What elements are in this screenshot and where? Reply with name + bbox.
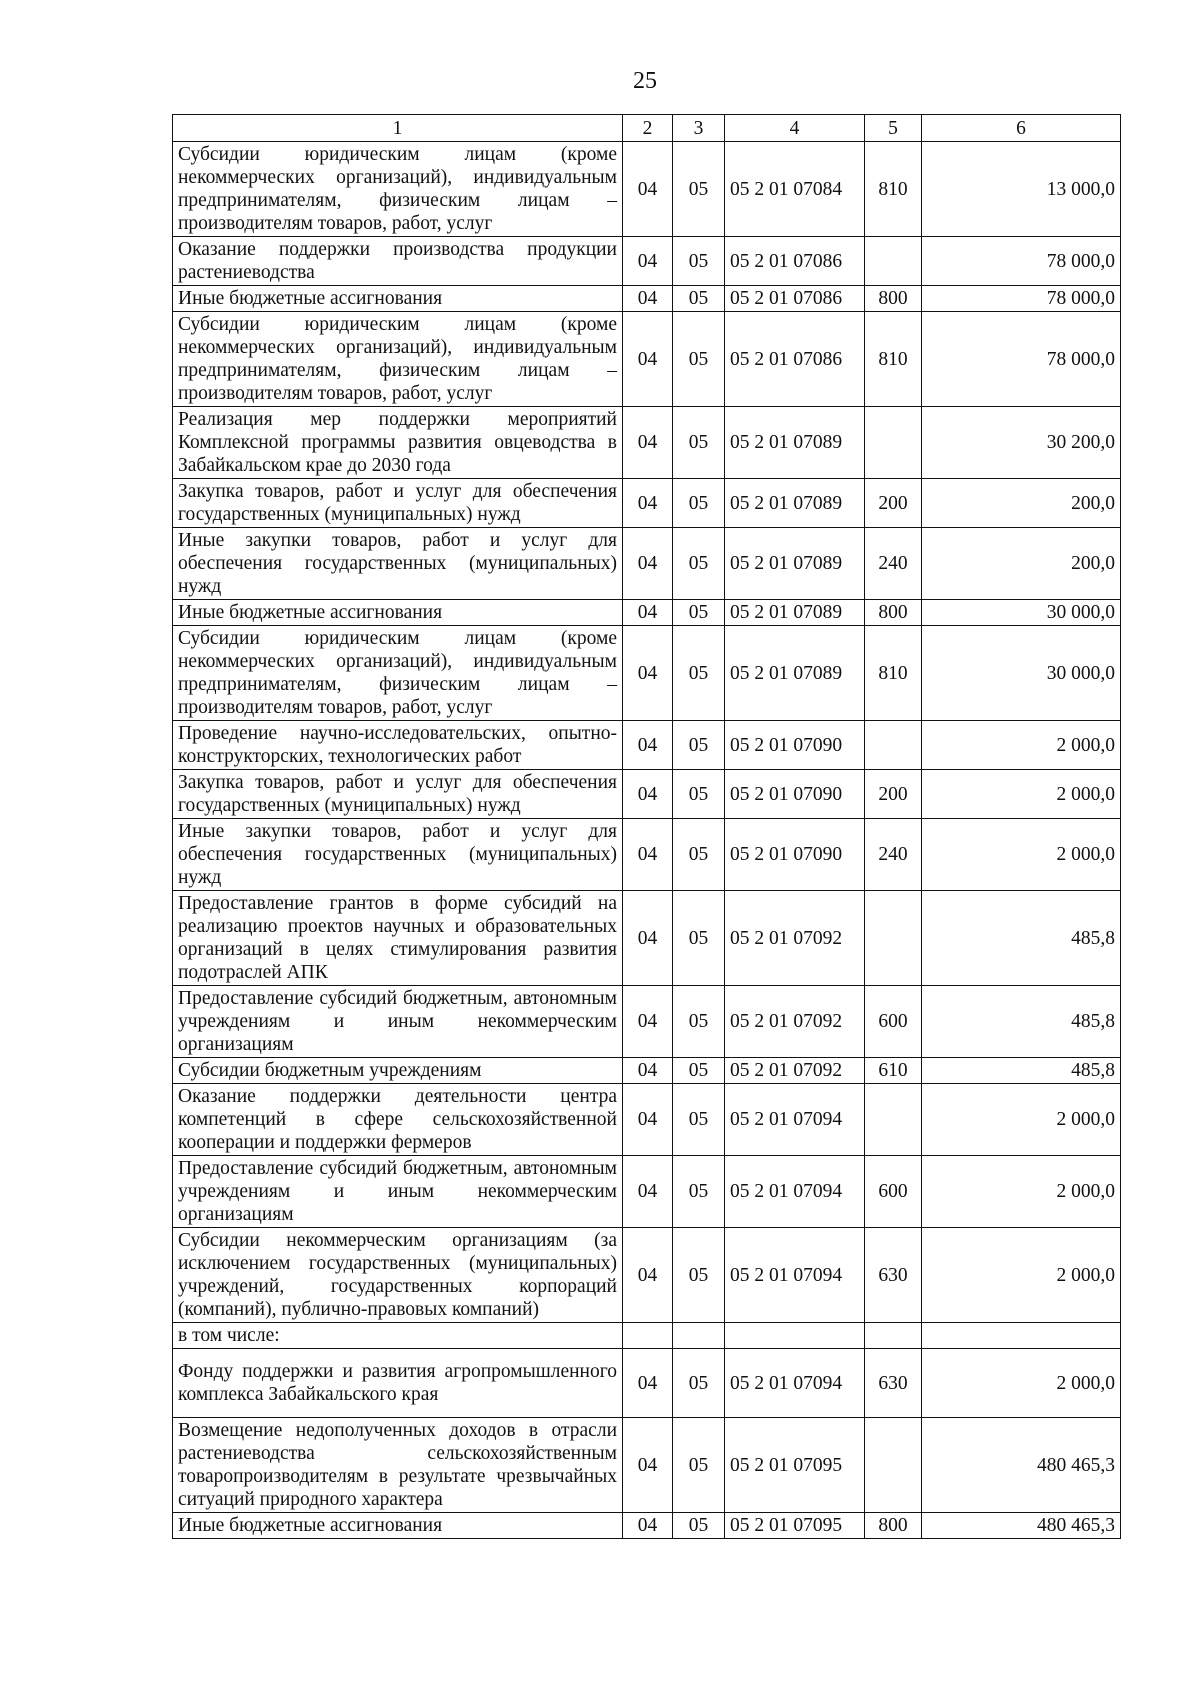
row-section-code: 04 (623, 986, 673, 1058)
table-row (173, 1228, 1121, 1323)
row-target-article: 05 2 01 07090 (725, 819, 865, 891)
row-expense-type (865, 237, 922, 286)
row-subsection-code: 05 (673, 986, 725, 1058)
header-col-1: 1 (173, 115, 623, 142)
row-target-article: 05 2 01 07086 (725, 286, 865, 312)
row-description: Субсидии юридическим лицам (кроме некоммерческих организаций), индивидуальным предпринимателям, физическим лицам – производителям товаров, работ, услуг (173, 142, 623, 237)
row-target-article: 05 2 01 07090 (725, 721, 865, 770)
row-expense-type: 800 (865, 1513, 922, 1539)
row-description: Предоставление грантов в форме субсидий на реализацию проектов научных и образовательных организаций в целях стимулирования развития подотраслей АПК (173, 891, 623, 986)
row-target-article: 05 2 01 07089 (725, 407, 865, 479)
header-col-4: 4 (725, 115, 865, 142)
table-row (173, 1418, 1121, 1513)
row-amount: 13 000,0 (922, 142, 1121, 237)
row-target-article: 05 2 01 07094 (725, 1084, 865, 1156)
table-row (173, 479, 1121, 528)
row-description: Иные бюджетные ассигнования (173, 1513, 623, 1539)
header-col-5: 5 (865, 115, 922, 142)
row-description: Фонду поддержки и развития агропромышленного комплекса Забайкальского края (173, 1349, 623, 1418)
row-section-code: 04 (623, 237, 673, 286)
row-amount: 78 000,0 (922, 237, 1121, 286)
table-row (173, 986, 1121, 1058)
row-section-code: 04 (623, 1084, 673, 1156)
row-expense-type: 240 (865, 819, 922, 891)
row-description: Реализация мер поддержки мероприятий Комплексной программы развития овцеводства в Забайкальском крае до 2030 года (173, 407, 623, 479)
row-subsection-code: 05 (673, 1228, 725, 1323)
row-description: Возмещение недополученных доходов в отрасли растениеводства сельскохозяйственным товаропроизводителям в результате чрезвычайных ситуаций природного характера (173, 1418, 623, 1513)
row-subsection-code: 05 (673, 1058, 725, 1084)
row-amount: 2 000,0 (922, 1349, 1121, 1418)
row-expense-type: 630 (865, 1228, 922, 1323)
row-section-code: 04 (623, 312, 673, 407)
row-target-article: 05 2 01 07092 (725, 986, 865, 1058)
row-section-code: 04 (623, 1058, 673, 1084)
row-expense-type (865, 1323, 922, 1349)
row-target-article: 05 2 01 07094 (725, 1228, 865, 1323)
row-section-code: 04 (623, 626, 673, 721)
row-description: Субсидии некоммерческим организациям (за исключением государственных (муниципальных) учреждений, государственных корпораций (компаний), публично-правовых компаний) (173, 1228, 623, 1323)
row-expense-type: 810 (865, 626, 922, 721)
table-row (173, 1058, 1121, 1084)
row-target-article: 05 2 01 07092 (725, 891, 865, 986)
row-description: Иные закупки товаров, работ и услуг для обеспечения государственных (муниципальных) нужд (173, 819, 623, 891)
row-subsection-code (673, 1323, 725, 1349)
table-row (173, 600, 1121, 626)
row-amount: 30 000,0 (922, 626, 1121, 721)
row-section-code: 04 (623, 819, 673, 891)
row-amount (922, 1323, 1121, 1349)
row-expense-type: 600 (865, 986, 922, 1058)
row-subsection-code: 05 (673, 600, 725, 626)
row-expense-type: 200 (865, 479, 922, 528)
row-subsection-code: 05 (673, 286, 725, 312)
row-expense-type: 240 (865, 528, 922, 600)
budget-table (172, 114, 1121, 1539)
row-expense-type (865, 1084, 922, 1156)
row-description: Закупка товаров, работ и услуг для обеспечения государственных (муниципальных) нужд (173, 770, 623, 819)
row-amount: 30 000,0 (922, 600, 1121, 626)
row-section-code: 04 (623, 1418, 673, 1513)
row-subsection-code: 05 (673, 528, 725, 600)
row-description: Иные бюджетные ассигнования (173, 286, 623, 312)
row-description: Предоставление субсидий бюджетным, автономным учреждениям и иным некоммерческим организациям (173, 986, 623, 1058)
row-section-code: 04 (623, 600, 673, 626)
row-expense-type (865, 721, 922, 770)
row-section-code: 04 (623, 1228, 673, 1323)
table-row (173, 1349, 1121, 1418)
row-expense-type: 800 (865, 286, 922, 312)
row-subsection-code: 05 (673, 312, 725, 407)
row-subsection-code: 05 (673, 770, 725, 819)
row-section-code: 04 (623, 479, 673, 528)
row-amount: 200,0 (922, 528, 1121, 600)
row-subsection-code: 05 (673, 1156, 725, 1228)
row-description: Субсидии бюджетным учреждениям (173, 1058, 623, 1084)
row-subsection-code: 05 (673, 479, 725, 528)
row-target-article: 05 2 01 07089 (725, 626, 865, 721)
row-amount: 200,0 (922, 479, 1121, 528)
table-row (173, 312, 1121, 407)
row-description: Иные закупки товаров, работ и услуг для обеспечения государственных (муниципальных) нужд (173, 528, 623, 600)
row-amount: 30 200,0 (922, 407, 1121, 479)
table-row (173, 1513, 1121, 1539)
row-section-code: 04 (623, 528, 673, 600)
row-amount: 2 000,0 (922, 721, 1121, 770)
row-section-code: 04 (623, 1156, 673, 1228)
row-description: Субсидии юридическим лицам (кроме некоммерческих организаций), индивидуальным предпринимателям, физическим лицам – производителям товаров, работ, услуг (173, 312, 623, 407)
row-subsection-code: 05 (673, 891, 725, 986)
table-body (173, 142, 1121, 1539)
row-target-article: 05 2 01 07089 (725, 528, 865, 600)
table-row (173, 237, 1121, 286)
row-amount: 2 000,0 (922, 819, 1121, 891)
row-expense-type: 200 (865, 770, 922, 819)
table-row (173, 770, 1121, 819)
row-section-code: 04 (623, 721, 673, 770)
row-description: Субсидии юридическим лицам (кроме некоммерческих организаций), индивидуальным предпринимателям, физическим лицам – производителям товаров, работ, услуг (173, 626, 623, 721)
row-target-article: 05 2 01 07089 (725, 479, 865, 528)
row-target-article: 05 2 01 07095 (725, 1418, 865, 1513)
table-row (173, 1084, 1121, 1156)
row-expense-type: 800 (865, 600, 922, 626)
row-amount: 2 000,0 (922, 770, 1121, 819)
row-amount: 480 465,3 (922, 1513, 1121, 1539)
header-col-2: 2 (623, 115, 673, 142)
table-row (173, 286, 1121, 312)
row-amount: 485,8 (922, 891, 1121, 986)
row-target-article: 05 2 01 07089 (725, 600, 865, 626)
row-section-code: 04 (623, 891, 673, 986)
row-subsection-code: 05 (673, 819, 725, 891)
row-subsection-code: 05 (673, 1418, 725, 1513)
row-description: Оказание поддержки производства продукции растениеводства (173, 237, 623, 286)
row-subsection-code: 05 (673, 1513, 725, 1539)
row-description: Предоставление субсидий бюджетным, автономным учреждениям и иным некоммерческим организациям (173, 1156, 623, 1228)
row-description: в том числе: (173, 1323, 623, 1349)
row-description: Закупка товаров, работ и услуг для обеспечения государственных (муниципальных) нужд (173, 479, 623, 528)
table-row (173, 891, 1121, 986)
table-row (173, 528, 1121, 600)
row-subsection-code: 05 (673, 142, 725, 237)
row-description: Оказание поддержки деятельности центра компетенций в сфере сельскохозяйственной кооперации и поддержки фермеров (173, 1084, 623, 1156)
table-row (173, 407, 1121, 479)
row-target-article (725, 1323, 865, 1349)
row-amount: 480 465,3 (922, 1418, 1121, 1513)
row-expense-type: 810 (865, 312, 922, 407)
page-number: 25 (633, 68, 657, 94)
row-target-article: 05 2 01 07095 (725, 1513, 865, 1539)
row-expense-type (865, 407, 922, 479)
table-row (173, 1323, 1121, 1349)
row-amount: 78 000,0 (922, 286, 1121, 312)
row-target-article: 05 2 01 07094 (725, 1156, 865, 1228)
header-col-3: 3 (673, 115, 725, 142)
table-header (173, 115, 1121, 142)
row-subsection-code: 05 (673, 721, 725, 770)
row-target-article: 05 2 01 07090 (725, 770, 865, 819)
header-col-6: 6 (922, 115, 1121, 142)
row-subsection-code: 05 (673, 237, 725, 286)
table-row (173, 819, 1121, 891)
row-target-article: 05 2 01 07094 (725, 1349, 865, 1418)
row-target-article: 05 2 01 07084 (725, 142, 865, 237)
row-expense-type: 630 (865, 1349, 922, 1418)
table-row (173, 1156, 1121, 1228)
row-expense-type: 610 (865, 1058, 922, 1084)
row-description: Иные бюджетные ассигнования (173, 600, 623, 626)
row-amount: 2 000,0 (922, 1228, 1121, 1323)
row-section-code: 04 (623, 770, 673, 819)
row-amount: 2 000,0 (922, 1156, 1121, 1228)
row-expense-type (865, 891, 922, 986)
row-amount: 78 000,0 (922, 312, 1121, 407)
row-amount: 485,8 (922, 986, 1121, 1058)
row-section-code: 04 (623, 286, 673, 312)
row-section-code (623, 1323, 673, 1349)
row-subsection-code: 05 (673, 1349, 725, 1418)
row-section-code: 04 (623, 1349, 673, 1418)
table-row (173, 626, 1121, 721)
row-expense-type (865, 1418, 922, 1513)
row-section-code: 04 (623, 1513, 673, 1539)
row-expense-type: 810 (865, 142, 922, 237)
row-subsection-code: 05 (673, 407, 725, 479)
row-description: Проведение научно-исследовательских, опытно-конструкторских, технологических работ (173, 721, 623, 770)
row-section-code: 04 (623, 142, 673, 237)
row-subsection-code: 05 (673, 626, 725, 721)
table-row (173, 721, 1121, 770)
row-target-article: 05 2 01 07092 (725, 1058, 865, 1084)
row-amount: 2 000,0 (922, 1084, 1121, 1156)
row-target-article: 05 2 01 07086 (725, 312, 865, 407)
row-target-article: 05 2 01 07086 (725, 237, 865, 286)
row-expense-type: 600 (865, 1156, 922, 1228)
row-section-code: 04 (623, 407, 673, 479)
header-row (173, 115, 1121, 142)
table-row (173, 142, 1121, 237)
row-subsection-code: 05 (673, 1084, 725, 1156)
row-amount: 485,8 (922, 1058, 1121, 1084)
